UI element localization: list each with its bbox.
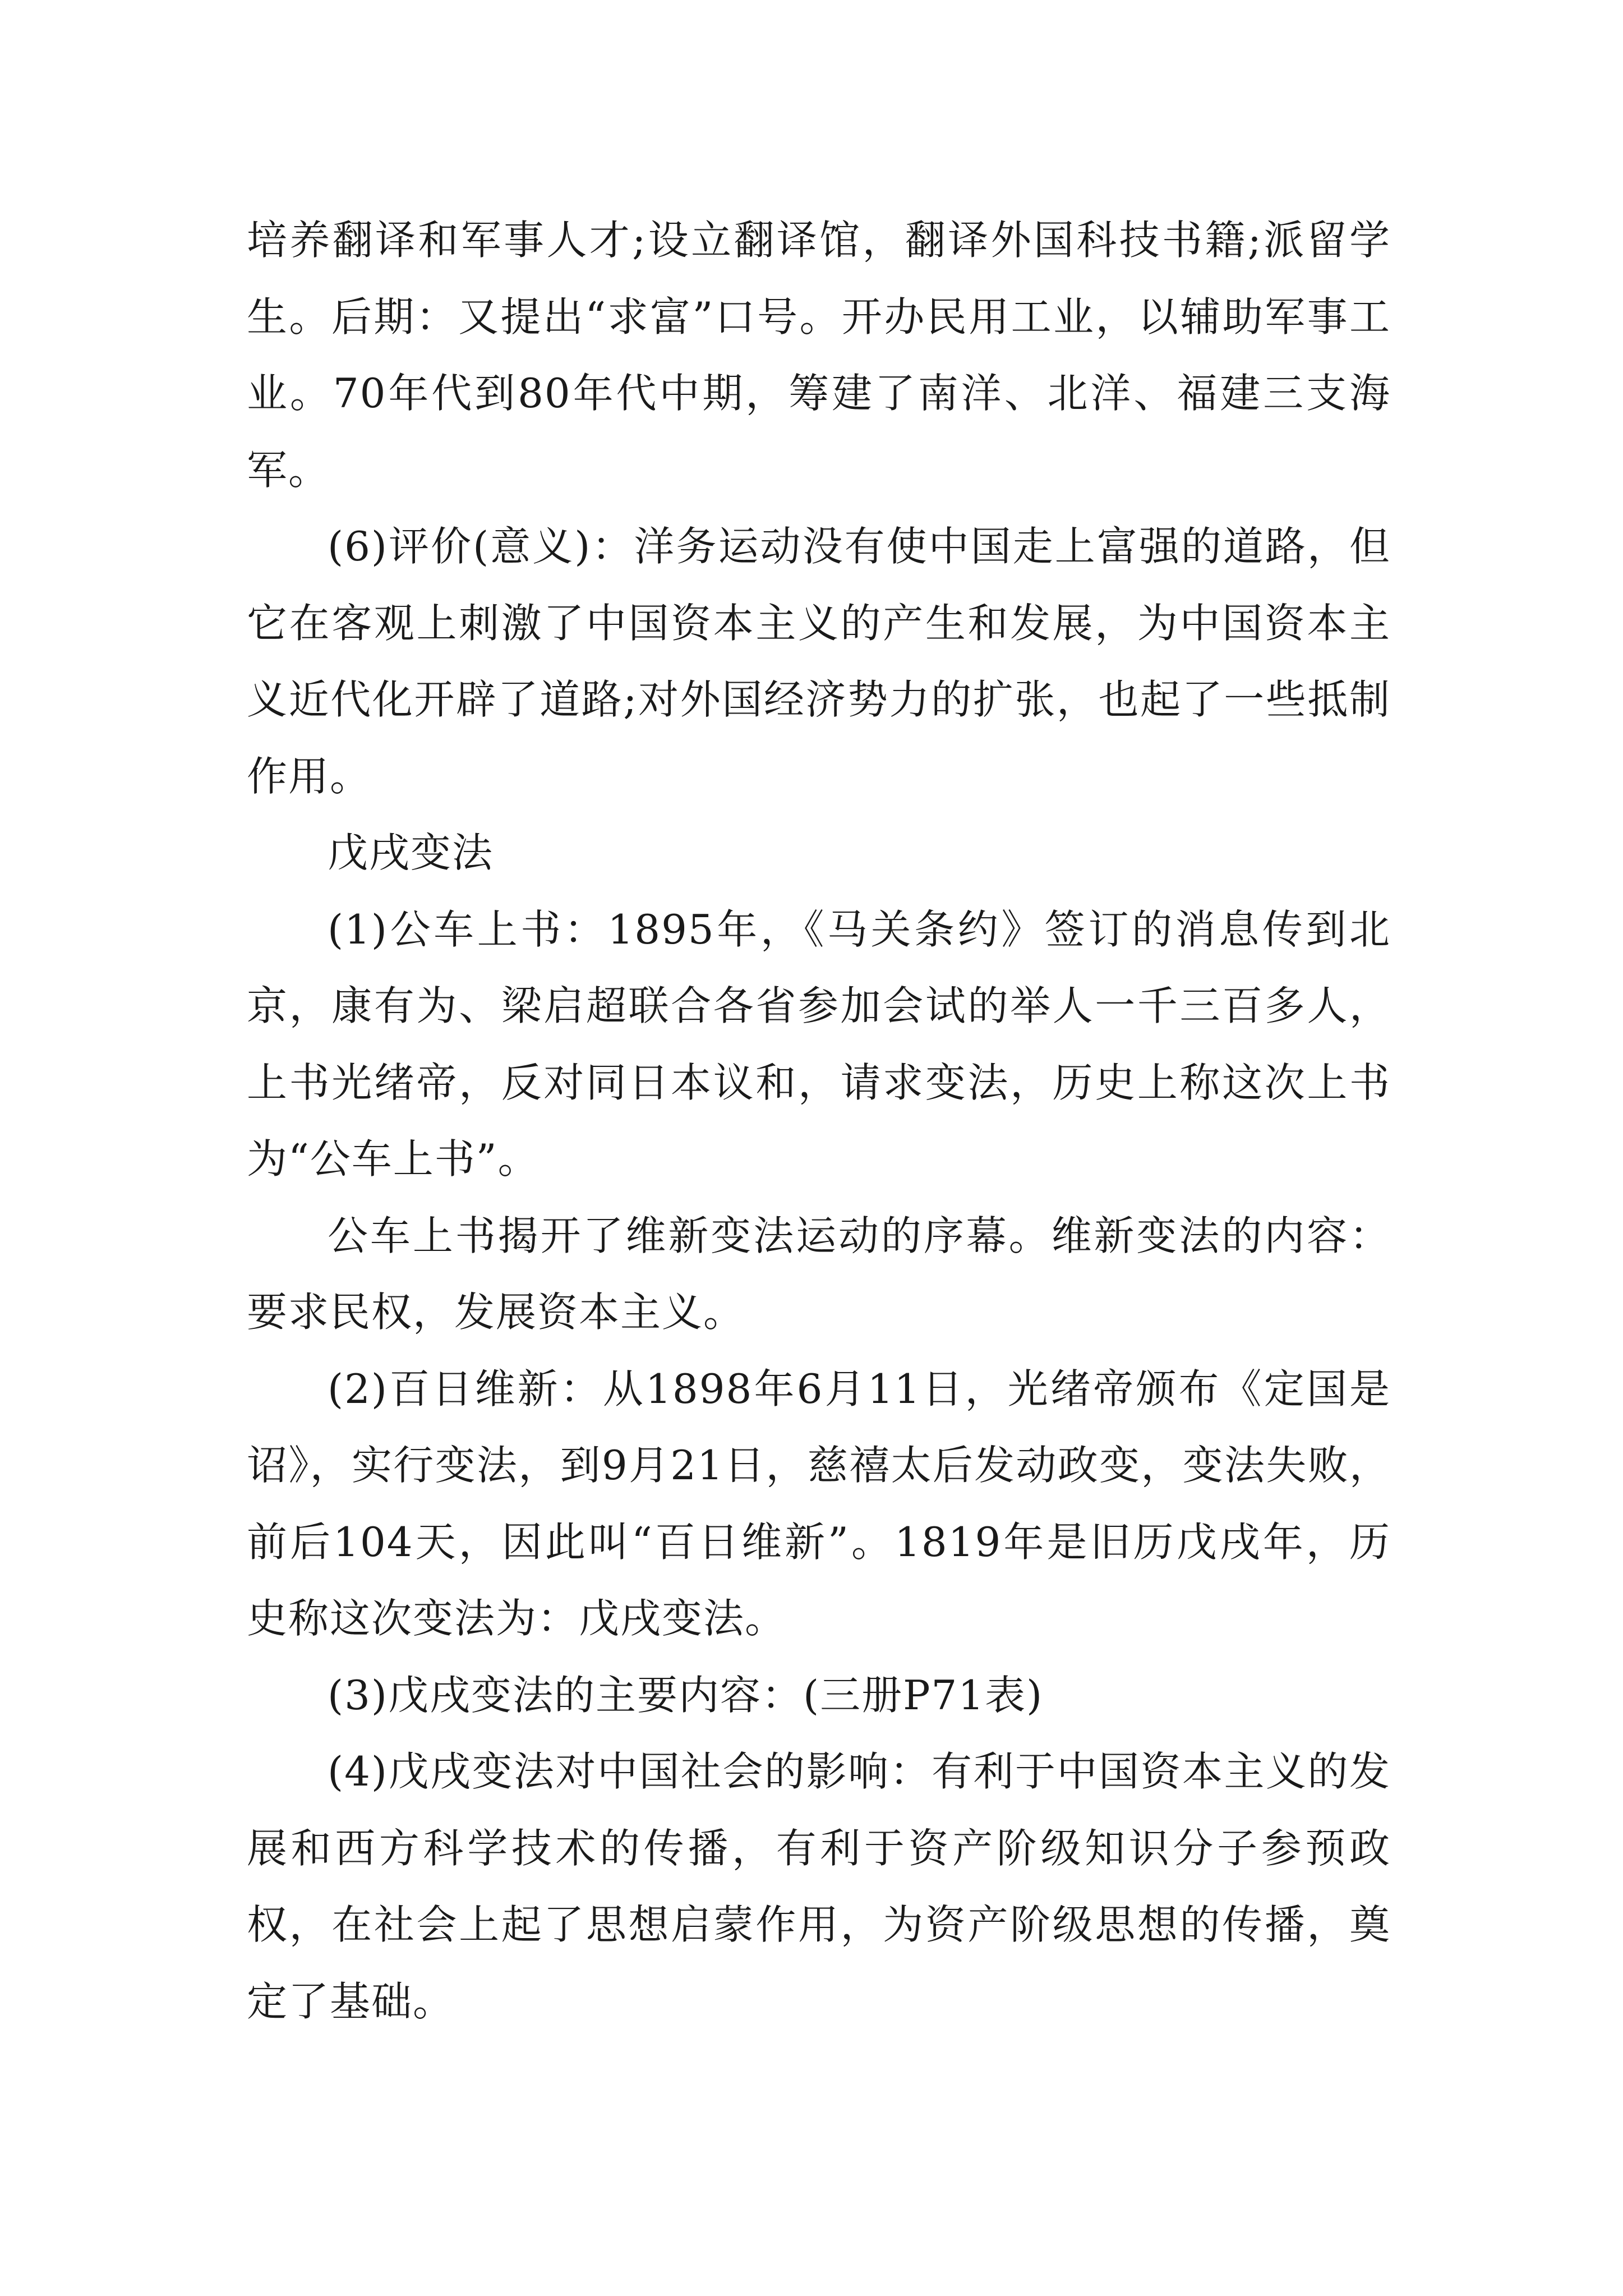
paragraph-yangwu-measures: 培养翻译和军事人才;设立翻译馆，翻译外国科技书籍;派留学生。后期：又提出“求富”口号。开办民用工业，以辅助军事工业。70年代到80年代中期，筹建了南洋、北洋、福建三支海军。 — [247, 217, 1391, 494]
paragraph-reform-content: (3)戊戌变法的主要内容：(三册P71表) — [328, 1671, 1044, 1719]
paragraph-reform-prelude: 公车上书揭开了维新变法运动的序幕。维新变法的内容：要求民权，发展资本主义。 — [247, 1212, 1391, 1336]
paragraph-gongche-shangshu: (1)公车上书：1895年，《马关条约》签订的消息传到北京，康有为、梁启超联合各省参加会试的举人一千三百多人，上书光绪帝，反对同日本议和，请求变法，历史上称这次上书为“公车上书”。 — [247, 905, 1391, 1182]
document-body — [247, 202, 1391, 2040]
paragraph-yangwu-evaluation: (6)评价(意义)：洋务运动没有使中国走上富强的道路，但它在客观上刺激了中国资本主义的产生和发展，为中国资本主义近代化开辟了道路;对外国经济势力的扩张，也起了一些抵制作用。 — [247, 523, 1391, 800]
paragraph-hundred-days-reform: (2)百日维新：从1898年6月11日，光绪帝颁布《定国是诏》，实行变法，到9月21日，慈禧太后发动政变，变法失败，前后104天，因此叫“百日维新”。1819年是旧历戊戌年，历史称这次变法为：戊戌变法。 — [247, 1365, 1391, 1642]
paragraph-reform-impact: (4)戊戌变法对中国社会的影响：有利于中国资本主义的发展和西方科学技术的传播，有利于资产阶级知识分子参预政权，在社会上起了思想启蒙作用，为资产阶级思想的传播，奠定了基础。 — [247, 1748, 1391, 2025]
section-heading-wuxu-reform: 戊戌变法 — [328, 829, 494, 876]
